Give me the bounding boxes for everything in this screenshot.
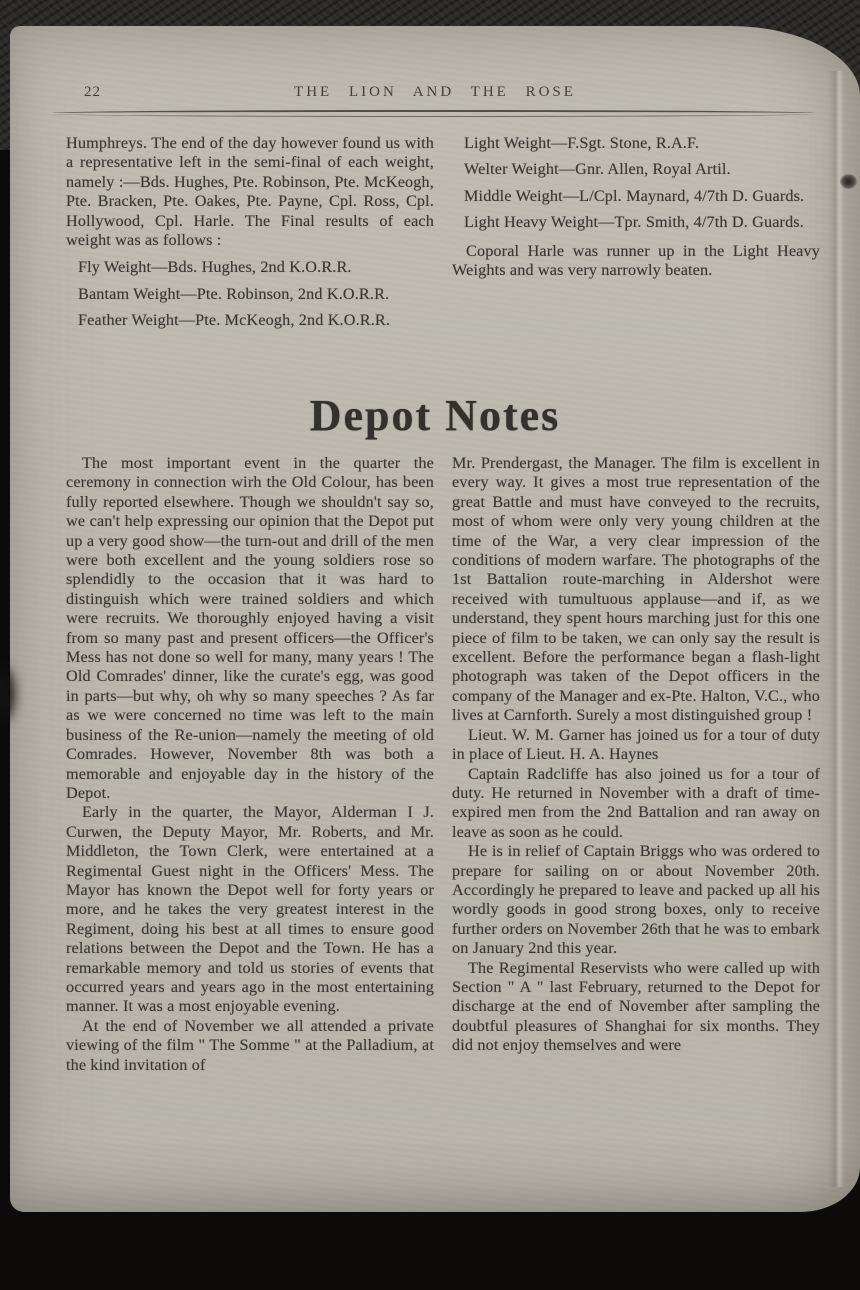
boxing-results-list-left [66,258,434,330]
paragraph: The most important event in the quarter the ceremony in connection wirh the Old Colour, has been fully reported elsewhere. Though we shouldn't say so, we can't help expressing our opinion that the Depot put up a very good show—the turn-out and drill of the men were both excellent and the young soldiers rose so splendidly to the occasion that it was hard to distinguish which were trained soldiers and which were recruits. We thoroughly enjoyed having a visit from so many past and present officers—the Officer's Mess has not done so well for many, many years ! The Old Comrades' dinner, like the curate's egg, was good in parts—but why, oh why so many speeches ? As far as we were concerned no time was left to the main business of the Re-union—namely the meeting of old Comrades. However, November 8th was both a memorable and enjoyable day in the history of the Depot. [66,454,434,802]
boxing-runner-up-note: Coporal Harle was runner up in the Light Heavy Weights and was very narrowly beaten. [452,241,820,280]
section-heading: Depot Notes [309,391,561,440]
boxing-result-item: Welter Weight—Gnr. Allen, Royal Artil. [464,160,731,179]
boxing-result-item: Feather Weight—Pte. McKeogh, 2nd K.O.R.R. [78,311,391,330]
boxing-results-section [66,134,820,338]
ink-spot-artifact [840,174,857,189]
notes-left-column [66,454,434,1075]
header-rule [52,110,814,117]
paragraph: He is in relief of Captain Briggs who was ordered to prepare for sailing on or about November 20th. Accordingly he prepared to leave and packed up all his wordly goods in good strong boxes, only to receive further orders on November 26th that he was to embark on January 2nd this year. [452,842,821,958]
paragraph: Lieut. W. M. Garner has joined us for a tour of duty in place of Lieut. H. A. Haynes [452,725,820,764]
paragraph: The Regimental Reservists who were called up with Section " A " last February, returned to the Depot for discharge at the end of November after sampling the doubtful pleasures of Shanghai for six months. They did not enjoy themselves and were [452,958,820,1055]
boxing-result-item: Bantam Weight—Pte. Robinson, 2nd K.O.R.R. [78,284,390,303]
depot-notes-section [66,454,820,1075]
boxing-result-item: Fly Weight—Bds. Hughes, 2nd K.O.R.R. [78,258,352,277]
paragraph: At the end of November we all attended a private viewing of the film " The Somme " at the Palladium, at the kind invitation of [66,1016,434,1074]
page-header [10,84,860,106]
boxing-intro-paragraph: Humphreys. The end of the day however found us with a representative left in the semi-final of each weight, namely :—Bds. Hughes, Pte. Robinson, Pte. McKeogh, Pte. Bracken, Pte. Oakes, Pte. Payne, Cpl. Ross, Cpl. Hollywood, Cpl. Harle. The Final results of each weight was as follows : [66,134,434,250]
boxing-result-item: Light Heavy Weight—Tpr. Smith, 4/7th D. Guards. [464,213,804,232]
paragraph: Early in the quarter, the Mayor, Alderman I J. Curwen, the Deputy Mayor, Mr. Roberts, and Mr. Middleton, the Town Clerk, were entertained at a Regimental Guest night in the Officers' Mess. The Mayor has known the Depot well for forty years or more, and he takes the very greatest interest in the Regiment, doing his best at all times to ensure good relations between the Depot and the Town. He has a remarkable memory and told us stories of events that occurred years and years ago in the most entertaining manner. It was a most enjoyable evening. [66,803,434,1016]
boxing-result-item: Light Weight—F.Sgt. Stone, R.A.F. [464,134,700,152]
boxing-result-item: Middle Weight—L/Cpl. Maynard, 4/7th D. Guards. [464,186,805,205]
boxing-left-column [66,134,434,338]
boxing-right-column [452,134,820,338]
page-number: 22 [84,84,101,100]
page-scan [10,26,860,1212]
boxing-results-list-right [452,134,820,233]
page-fold-crease [828,71,844,1187]
header-title: THE LION AND THE ROSE [294,84,576,100]
notes-right-column [452,454,820,1075]
paragraph: Mr. Prendergast, the Manager. The film is excellent in every way. It gives a most true representation of the great Battle and must have conveyed to the recruits, most of whom were only very young children at the time of the War, a very clear impression of the conditions of modern warfare. The photographs of the 1st Battalion route-marching in Aldershot were received with tumultuous applause—and if, as we understand, they spent hours marching just for this one piece of film to be taken, we can only say the result is excellent. Before the performance began a flash-light photograph was taken of the Depot officers in the company of the Manager and ex-Pte. Halton, V.C., who lives at Carnforth. Surely a most distinguished group ! [452,454,820,725]
paragraph: Captain Radcliffe has also joined us for a tour of duty. He returned in November with a draft of time-expired men from the 2nd Battalion and ran away on leave as soon as he could. [452,764,820,841]
